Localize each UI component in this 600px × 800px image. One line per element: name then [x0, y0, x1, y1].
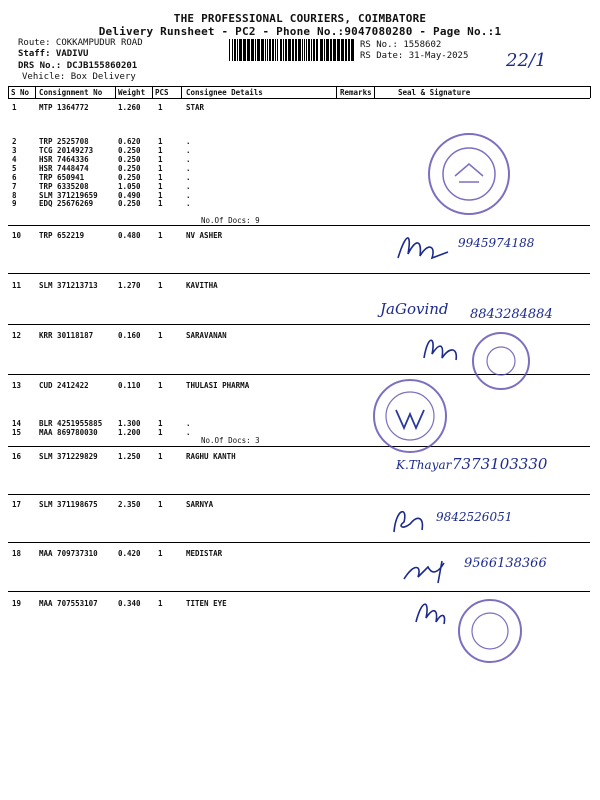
row-4-pcs: 1 — [158, 155, 163, 164]
barcode-bar — [239, 39, 242, 61]
handwritten-phone-row18: 9566138366 — [464, 556, 547, 571]
barcode-bar — [320, 39, 323, 61]
barcode-bar — [288, 39, 291, 61]
rs-number: RS No.: 1558602 — [360, 40, 442, 50]
barcode-bar — [243, 39, 246, 61]
barcode-bar — [267, 39, 268, 61]
row-9-sno: 9 — [12, 199, 17, 208]
signature-row18 — [398, 553, 460, 589]
barcode-bar — [306, 39, 307, 61]
row-7-sno: 7 — [12, 182, 17, 191]
row-4-name: . — [186, 155, 191, 164]
row-17-pcs: 1 — [158, 500, 163, 509]
row-14-name: . — [186, 419, 191, 428]
barcode-bar — [272, 39, 274, 61]
row-11-name: KAVITHA — [186, 281, 218, 290]
barcode-bar — [229, 39, 230, 61]
row-8-wt: 0.490 — [118, 191, 141, 200]
row-17-name: SARNYA — [186, 500, 214, 509]
row-15-wt: 1.200 — [118, 428, 141, 437]
barcode-bar — [295, 39, 297, 61]
barcode-bar — [234, 39, 236, 61]
row-3-pcs: 1 — [158, 146, 163, 155]
row-11-wt: 1.270 — [118, 281, 141, 290]
barcode-bar — [285, 39, 287, 61]
row-11-pcs: 1 — [158, 281, 163, 290]
barcode-bar — [316, 39, 318, 61]
row-18-sno: 18 — [12, 549, 22, 558]
barcode-bar — [283, 39, 284, 61]
signature-row10 — [392, 228, 452, 270]
bank-seal-stamp — [470, 330, 532, 392]
barcode-bar — [280, 39, 282, 61]
staff-label: Staff: VADIVU — [18, 49, 89, 59]
doc-count-group1: No.Of Docs: 9 — [201, 216, 260, 225]
row-2-name: . — [186, 137, 191, 146]
barcode-bar — [302, 39, 303, 61]
row-16-wt: 1.250 — [118, 452, 141, 461]
row-10-pcs: 1 — [158, 231, 163, 240]
barcode-bar — [247, 39, 250, 61]
handwritten-sheet-mark: 22/1 — [506, 50, 547, 71]
row-4-sno: 4 — [12, 155, 17, 164]
row-13-name: THULASI PHARMA — [186, 381, 250, 390]
row-5-sno: 5 — [12, 164, 17, 173]
col-header-consignment: Consignment No — [39, 88, 103, 97]
rs-date: RS Date: 31-May-2025 — [360, 51, 469, 61]
pharma-seal-stamp — [370, 376, 450, 456]
barcode-bar — [333, 39, 336, 61]
route-label: Route: COKKAMPUDUR ROAD — [18, 38, 143, 48]
row-19-name: TITEN EYE — [186, 599, 227, 608]
row-6-sno: 6 — [12, 173, 17, 182]
barcode-bar — [304, 39, 305, 61]
row-6-name: . — [186, 173, 191, 182]
handwritten-phone-row10: 9945974188 — [458, 236, 535, 250]
col-header-weight: Weight — [118, 88, 146, 97]
row-14-wt: 1.300 — [118, 419, 141, 428]
row-5-cn: HSR 7448474 — [39, 164, 89, 173]
row-separator — [8, 225, 590, 226]
signature-row17 — [388, 500, 432, 540]
row-14-pcs: 1 — [158, 419, 163, 428]
row-10-wt: 0.480 — [118, 231, 141, 240]
barcode-bar — [257, 39, 260, 61]
row-1-name: STAR — [186, 103, 205, 112]
row-11-cn: SLM 371213713 — [39, 281, 98, 290]
row-14-cn: BLR 4251955885 — [39, 419, 103, 428]
barcode-bar — [261, 39, 264, 61]
row-15-cn: MAA 869780030 — [39, 428, 98, 437]
row-9-pcs: 1 — [158, 199, 163, 208]
handwritten-phone-row11: 8843284884 — [470, 307, 553, 322]
row-10-name: NV ASHER — [186, 231, 223, 240]
row-5-wt: 0.250 — [118, 164, 141, 173]
row-16-name: RAGHU KANTH — [186, 452, 236, 461]
runsheet-subtitle: Delivery Runsheet - PC2 - Phone No.:9047080280 - Page No.:1 — [98, 25, 502, 38]
row-3-cn: TCG 20149273 — [39, 146, 94, 155]
barcode-bar — [326, 39, 329, 61]
col-header-signature: Seal & Signature — [398, 88, 471, 97]
barcode-bar — [292, 39, 294, 61]
row-18-pcs: 1 — [158, 549, 163, 558]
barcode-bar — [237, 39, 238, 61]
barcode-bar — [337, 39, 340, 61]
barcode-bar — [277, 39, 278, 61]
row-12-pcs: 1 — [158, 331, 163, 340]
barcode-bar — [308, 39, 310, 61]
row-7-wt: 1.050 — [118, 182, 141, 191]
row-19-cn: MAA 707553107 — [39, 599, 98, 608]
row-10-sno: 10 — [12, 231, 22, 240]
row-6-wt: 0.250 — [118, 173, 141, 182]
row-7-cn: TRP 6335208 — [39, 182, 89, 191]
row-16-cn: SLM 371229829 — [39, 452, 98, 461]
barcode-bar — [232, 39, 233, 61]
row-17-cn: SLM 371198675 — [39, 500, 98, 509]
barcode-bar — [269, 39, 271, 61]
barcode-bar — [311, 39, 312, 61]
row-11-sno: 11 — [12, 281, 22, 290]
row-9-wt: 0.250 — [118, 199, 141, 208]
row-5-name: . — [186, 164, 191, 173]
row-4-wt: 0.250 — [118, 155, 141, 164]
row-6-cn: TRP 650941 — [39, 173, 85, 182]
row-12-sno: 12 — [12, 331, 22, 340]
row-19-sno: 19 — [12, 599, 22, 608]
table-header-rule — [8, 98, 590, 99]
barcode-image — [229, 39, 355, 61]
row-12-wt: 0.160 — [118, 331, 141, 340]
barcode-bar — [251, 39, 254, 61]
col-header-remarks: Remarks — [340, 88, 372, 97]
col-header-pcs: PCS — [155, 88, 169, 97]
handwritten-name-row11: JaGovind — [380, 300, 449, 318]
row-13-wt: 0.110 — [118, 381, 141, 390]
barcode-bar — [313, 39, 315, 61]
row-16-pcs: 1 — [158, 452, 163, 461]
company-seal-stamp — [425, 130, 513, 218]
doc-count-group2: No.Of Docs: 3 — [201, 436, 260, 445]
signature-row19 — [408, 592, 452, 632]
row-3-name: . — [186, 146, 191, 155]
row-separator — [8, 542, 590, 543]
row-9-name: . — [186, 199, 191, 208]
row-5-pcs: 1 — [158, 164, 163, 173]
barcode-bar — [330, 39, 332, 61]
row-19-wt: 0.340 — [118, 599, 141, 608]
row-14-sno: 14 — [12, 419, 22, 428]
row-18-wt: 0.420 — [118, 549, 141, 558]
row-18-name: MEDISTAR — [186, 549, 223, 558]
barcode-bar — [324, 39, 325, 61]
row-8-name: . — [186, 191, 191, 200]
titen-eye-seal-stamp — [455, 596, 525, 666]
row-12-cn: KRR 30118187 — [39, 331, 94, 340]
row-7-pcs: 1 — [158, 182, 163, 191]
row-separator — [8, 446, 590, 447]
row-15-pcs: 1 — [158, 428, 163, 437]
table-top-rule — [8, 86, 590, 87]
row-10-cn: TRP 652219 — [39, 231, 85, 240]
row-8-sno: 8 — [12, 191, 17, 200]
row-17-wt: 2.350 — [118, 500, 141, 509]
row-separator — [8, 324, 590, 325]
row-2-wt: 0.620 — [118, 137, 141, 146]
row-19-pcs: 1 — [158, 599, 163, 608]
barcode-bar — [345, 39, 347, 61]
barcode-bar — [298, 39, 301, 61]
company-title: THE PROFESSIONAL COURIERS, COIMBATORE — [173, 12, 427, 25]
barcode-bar — [265, 39, 266, 61]
row-4-cn: HSR 7464336 — [39, 155, 89, 164]
row-1-pcs: 1 — [158, 103, 163, 112]
row-1-sno: 1 — [12, 103, 17, 112]
row-3-sno: 3 — [12, 146, 17, 155]
row-separator — [8, 591, 590, 592]
row-17-sno: 17 — [12, 500, 22, 509]
handwritten-signature-row16: K.Thayar — [396, 458, 452, 472]
signature-row12 — [418, 330, 466, 368]
barcode-bar — [348, 39, 350, 61]
col-header-sno: S No — [11, 88, 30, 97]
row-8-cn: SLM 371219659 — [39, 191, 98, 200]
row-7-name: . — [186, 182, 191, 191]
row-9-cn: EDQ 25676269 — [39, 199, 94, 208]
row-13-cn: CUD 2412422 — [39, 381, 89, 390]
barcode-bar — [341, 39, 344, 61]
row-18-cn: MAA 709737310 — [39, 549, 98, 558]
vehicle-label: Vehicle: Box Delivery — [22, 72, 136, 82]
row-13-pcs: 1 — [158, 381, 163, 390]
barcode-bar — [351, 39, 354, 61]
row-1-wt: 1.260 — [118, 103, 141, 112]
row-separator — [8, 494, 590, 495]
drs-number: DRS No.: DCJB155860201 — [18, 61, 138, 71]
row-2-sno: 2 — [12, 137, 17, 146]
row-15-sno: 15 — [12, 428, 22, 437]
row-12-name: SARAVANAN — [186, 331, 227, 340]
handwritten-phone-row17: 9842526051 — [436, 510, 513, 524]
row-8-pcs: 1 — [158, 191, 163, 200]
handwritten-phone-row16: 7373103330 — [452, 455, 548, 473]
row-2-pcs: 1 — [158, 137, 163, 146]
row-3-wt: 0.250 — [118, 146, 141, 155]
row-1-cn: MTP 1364772 — [39, 103, 89, 112]
row-2-cn: TRP 2525708 — [39, 137, 89, 146]
row-15-name: . — [186, 428, 191, 437]
row-separator — [8, 273, 590, 274]
barcode-bar — [275, 39, 276, 61]
col-header-consignee: Consignee Details — [186, 88, 263, 97]
barcode-bar — [255, 39, 256, 61]
row-13-sno: 13 — [12, 381, 22, 390]
row-6-pcs: 1 — [158, 173, 163, 182]
row-16-sno: 16 — [12, 452, 22, 461]
